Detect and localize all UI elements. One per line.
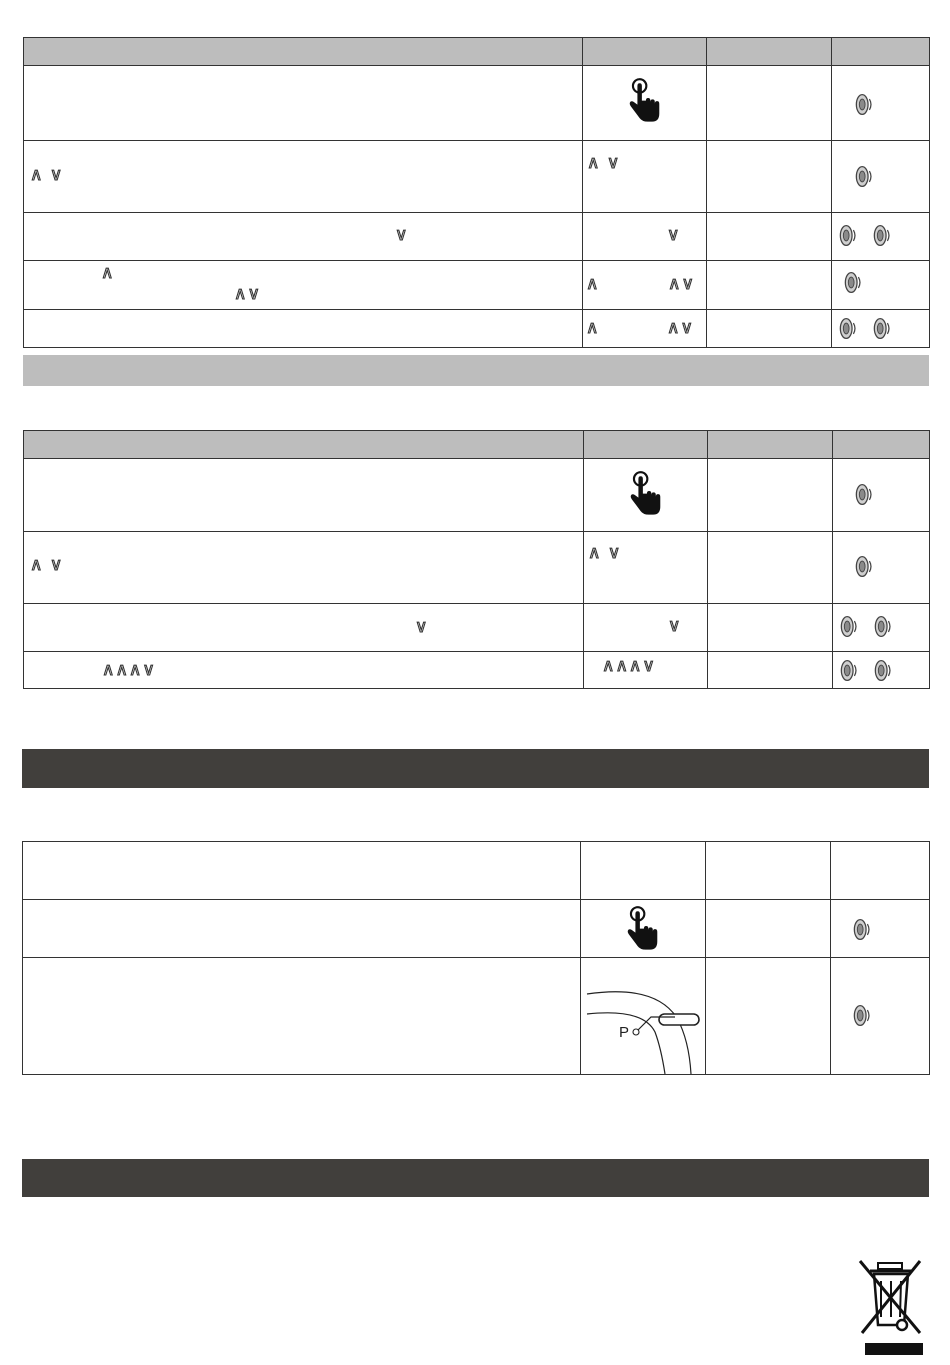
header-cell-display — [708, 431, 833, 459]
row-control — [583, 310, 707, 348]
arrow-up-down-glyphs: ∧ ∨ — [587, 153, 621, 173]
speaker-beep-icon — [872, 315, 892, 342]
header-cell-action — [24, 38, 583, 66]
arrow-up-down-glyphs: ∧∨ — [667, 318, 694, 338]
speaker-beep-icon — [873, 657, 893, 684]
section-bar-dark — [22, 1159, 929, 1197]
table-header — [24, 38, 930, 66]
arrow-sequence-glyphs: ∧∧∧∨ — [102, 660, 156, 680]
row-text — [24, 141, 583, 213]
speaker-beep-icon — [872, 222, 892, 249]
row-text — [23, 900, 581, 958]
speaker-beep-icon — [873, 613, 893, 640]
row-control — [583, 261, 707, 310]
table-row — [24, 310, 930, 348]
diagram-label-p: P — [619, 1024, 630, 1041]
row-signal — [832, 141, 930, 213]
row-display — [706, 842, 831, 900]
row-text — [24, 213, 583, 261]
table-row — [24, 261, 930, 310]
header-cell-signal — [833, 431, 930, 459]
crossed-out-wheelie-bin-icon — [856, 1257, 926, 1357]
table-row — [24, 604, 930, 652]
finger-touch-icon — [625, 905, 661, 955]
instruction-table-2 — [23, 430, 930, 689]
row-text — [23, 958, 581, 1075]
row-text — [23, 842, 581, 900]
row-display — [708, 532, 833, 604]
table-header — [24, 431, 930, 459]
header-cell-control — [584, 431, 708, 459]
row-text — [24, 310, 583, 348]
arrow-up-down-glyphs: ∧∨ — [234, 284, 261, 304]
speaker-beep-icon — [852, 916, 872, 943]
arrow-down-glyph: ∨ — [668, 616, 682, 636]
finger-touch-icon — [627, 77, 663, 127]
arrow-up-down-glyphs: ∧ ∨ — [30, 555, 64, 575]
instruction-table-3 — [22, 841, 930, 1075]
arrow-up-glyph: ∧ — [101, 263, 115, 283]
finger-touch-icon — [628, 470, 664, 520]
row-signal — [831, 900, 930, 958]
arrow-down-glyph: ∨ — [395, 225, 409, 245]
row-text — [24, 261, 583, 310]
speaker-beep-icon — [843, 269, 863, 296]
table-row — [23, 900, 930, 958]
row-display — [708, 459, 833, 532]
table-row — [23, 958, 930, 1075]
arrow-up-down-glyphs: ∧ ∨ — [30, 165, 64, 185]
row-control — [583, 66, 707, 141]
row-display — [706, 958, 831, 1075]
row-control — [581, 842, 706, 900]
row-signal — [832, 66, 930, 141]
row-signal — [833, 459, 930, 532]
arrow-sequence-glyphs: ∧∧∧∨ — [602, 656, 656, 676]
speaker-beep-icon — [854, 163, 874, 190]
row-display — [707, 213, 832, 261]
table-row — [23, 842, 930, 900]
row-text — [24, 532, 584, 604]
arrow-down-glyph: ∨ — [415, 617, 429, 637]
row-display — [707, 66, 832, 141]
speaker-beep-icon — [854, 91, 874, 118]
arrow-up-down-glyphs: ∧ ∨ — [588, 543, 622, 563]
row-text — [24, 459, 584, 532]
speaker-beep-icon — [838, 222, 858, 249]
row-signal — [831, 958, 930, 1075]
header-cell-display — [707, 38, 832, 66]
speaker-beep-icon — [854, 481, 874, 508]
arrow-down-glyph: ∨ — [667, 225, 681, 245]
row-signal — [832, 261, 930, 310]
table-row — [24, 459, 930, 532]
row-signal — [833, 532, 930, 604]
speaker-beep-icon — [852, 1002, 872, 1029]
row-display — [706, 900, 831, 958]
row-signal — [833, 604, 930, 652]
row-text — [24, 66, 583, 141]
row-control — [584, 459, 708, 532]
table-row — [24, 652, 930, 689]
table-row — [24, 66, 930, 141]
row-signal — [832, 213, 930, 261]
header-cell-action — [24, 431, 584, 459]
row-control — [583, 141, 707, 213]
row-display — [707, 141, 832, 213]
row-display — [707, 310, 832, 348]
instruction-table-1 — [23, 37, 930, 348]
row-control — [583, 213, 707, 261]
row-text — [24, 604, 584, 652]
arrow-up-glyph: ∧ — [586, 274, 600, 294]
row-display — [707, 261, 832, 310]
speaker-beep-icon — [838, 315, 858, 342]
table-row — [24, 141, 930, 213]
row-control — [581, 958, 706, 1075]
header-cell-control — [583, 38, 707, 66]
section-bar-dark — [22, 749, 929, 788]
arrow-up-glyph: ∧ — [586, 318, 600, 338]
arrow-up-down-glyphs: ∧∨ — [668, 274, 695, 294]
row-signal — [833, 652, 930, 689]
speaker-beep-icon — [854, 553, 874, 580]
speaker-beep-icon — [839, 613, 859, 640]
row-signal — [831, 842, 930, 900]
speaker-beep-icon — [839, 657, 859, 684]
row-control — [581, 900, 706, 958]
row-display — [708, 604, 833, 652]
section-bar-light — [23, 355, 929, 386]
table-row — [24, 532, 930, 604]
row-control — [584, 532, 708, 604]
reset-pinhole-diagram — [585, 988, 703, 1074]
row-text — [24, 652, 584, 689]
row-display — [708, 652, 833, 689]
row-control — [584, 604, 708, 652]
table-row — [24, 213, 930, 261]
row-signal — [832, 310, 930, 348]
row-control — [584, 652, 708, 689]
header-cell-signal — [832, 38, 930, 66]
